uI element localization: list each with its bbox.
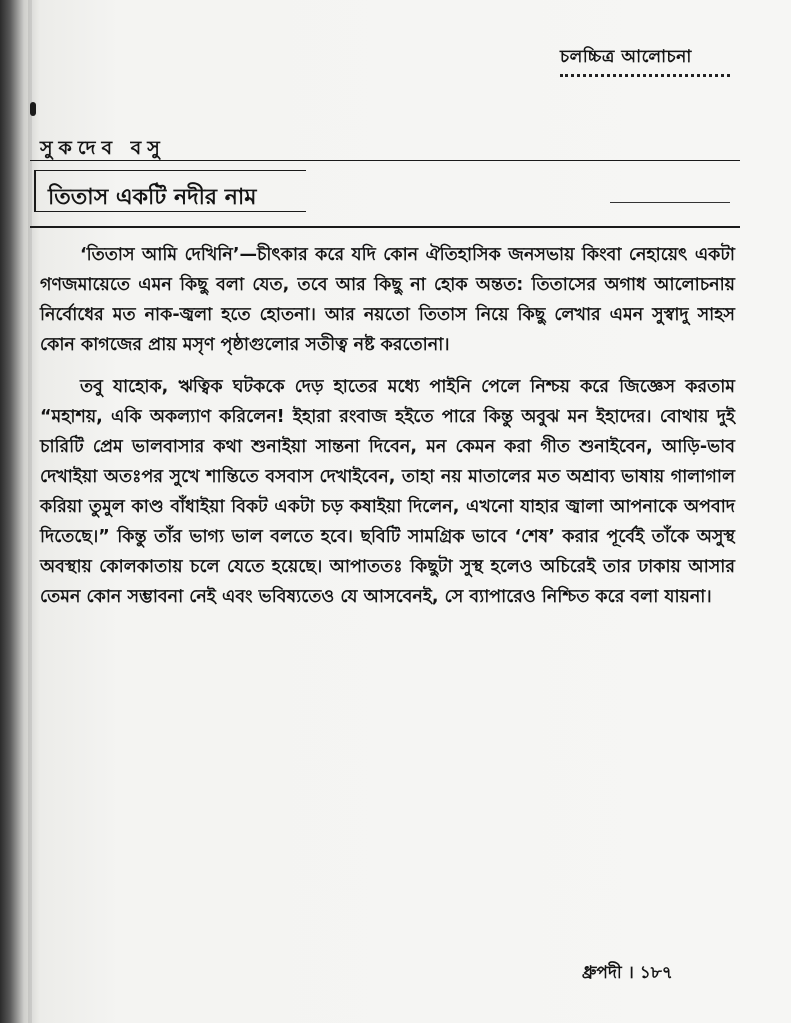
section-title: চলচ্চিত্র আলোচনা <box>560 47 692 67</box>
bottom-rule <box>30 226 740 228</box>
footer-separator: । <box>627 963 634 983</box>
page-spine-shadow <box>28 0 32 1023</box>
magazine-name: ধ্রুপদী <box>582 963 622 983</box>
paragraph: ‘তিতাস আমি দেখিনি’—চীৎকার করে যদি কোন ঐতিহাসিক জনসভায় কিংবা নেহায়েৎ একটা গণজমায়েতে এমন কিছু বলা যেত, তবে আর কিছু না হোক অন্তত: তিতাসের অগাধ আলোচনায় নির্বোধের মত নাক-জ্বলা হতে হোতনা। আর নয়তো তিতাস নিয়ে কিছু লেখার এমন সুস্বাদু সাহস কোন কাগজের প্রায় মসৃণ পৃষ্ঠাগুলোর সতীত্ব নষ্ট করতোনা। <box>40 245 735 355</box>
page-footer <box>582 960 673 988</box>
title-tail-rule <box>610 202 730 203</box>
section-title-dotted-rule <box>560 74 730 77</box>
article-title: তিতাস একটি নদীর নাম <box>48 185 257 210</box>
margin-ink-mark <box>30 102 36 116</box>
paragraph: তবু যাহোক, ঋত্বিক ঘটককে দেড় হাতের মধ্যে পাইনি পেলে নিশ্চয় করে জিজ্ঞেস করতাম “মহাশয়, একি অকল্যাণ করিলেন! ইহারা রংবাজ হইতে পারে কিন্তু অবুঝ মন ইহাদের। বোথায় দুই চারিটি প্রেম ভালবাসার কথা শুনাইয়া সান্তনা দিবেন, মন কেমন করা গীত শুনাইবেন, আড়ি-ভাব দেখাইয়া অতঃপর সুখে শান্তিতে বসবাস দেখাইবেন, তাহা নয় মাতালের মত অশ্রাব্য ভাষায় গালাগাল করিয়া তুমুল কাণ্ড বাঁধাইয়া বিকট একটা চড় কষাইয়া দিলেন, এখনো যাহার জ্বালা আপনাকে অপবাদ দিতেছে।” কিন্তু তাঁর ভাগ্য ভাল বলতে হবে। ছবিটি সামগ্রিক ভাবে ‘শেষ’ করার পূর্বেই তাঁকে অসুস্থ অবস্থায় কোলকাতায় চলে যেতে হয়েছে। আপাততঃ কিছুটা সুস্থ হলেও অচিরেই তার ঢাকায় আসার তেমন কোন সম্ভাবনা নেই এবং ভবিষ্যতেও যে আসবেনই, সে ব্যাপারেও নিশ্চিত করে বলা যায়না। <box>40 377 735 607</box>
article-author: সুকদেব বসু <box>40 137 166 159</box>
article-body <box>40 240 735 624</box>
top-rule <box>30 160 740 161</box>
page-number: ১৮৭ <box>639 963 673 983</box>
